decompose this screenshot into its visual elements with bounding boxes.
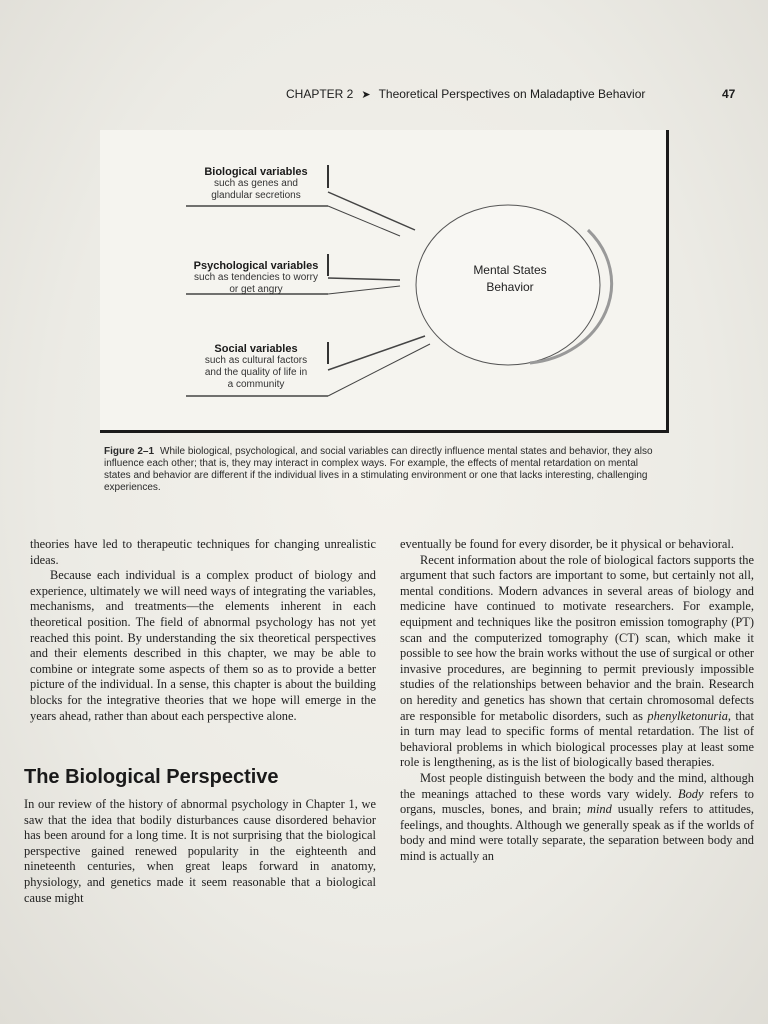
right-column <box>400 537 754 864</box>
paragraph: Because each individual is a complex product of biology and experience, ultimately we will need ways of integrating the variables, mechanisms, and treatments—the elements inherent in each theoretical position. The field of abnormal psychology has not yet reached this point. By understanding the six theoretical perspectives and their elements described in this chapter, we may be able to combine or integrate some aspects of them so as to provide a better picture of the individual. In a sense, this chapter is about the building blocks for the integrative theories that we hope will emerge in the years ahead, rather than about each perspective alone. <box>30 568 376 723</box>
emphasis: phenylketonuria <box>647 708 728 723</box>
text-run: Recent information about the role of biological factors supports the argument that such factors are important to some, but certainly not all, mental conditions. Modern advances in several areas of biology and medicine have continued to motivate researchers. For example, equipment and techniques like the positron emission tomography (PT) scan and the computerized tomography (CT) scan, which make it possible to see how the brain works without the use of surgical or other invasive procedures, are beginning to permit previously impossible studies of the relationships between behavior and the brain. Research on heredity and genetics has shown that certain chromosomal defects are responsible for metabolic disorders, such as <box>400 552 754 723</box>
emphasis: mind <box>587 802 612 817</box>
social-line-3: a community <box>227 379 285 390</box>
psychological-variables-title: Psychological variables <box>193 260 319 272</box>
biological-variables-box <box>188 166 324 202</box>
emphasis: Body <box>678 786 704 801</box>
social-variables-box <box>188 343 324 391</box>
psychological-line-1: such as tendencies to worry <box>194 272 318 283</box>
page-number: 47 <box>722 87 736 101</box>
figure-label: Figure 2–1 <box>104 446 155 457</box>
text-run: Most people distinguish between the body and the mind, although the meanings attached to these words vary widely. <box>400 770 754 801</box>
chapter-label: CHAPTER 2 <box>286 87 354 101</box>
mental-states-behavior <box>446 262 574 296</box>
paragraph <box>400 771 754 865</box>
paragraph: In our review of the history of abnormal psychology in Chapter 1, we saw that the idea that bodily disturbances cause disordered behavior has been around for a long time. It is not surprising that the biological perspective gained renewed popularity in the eighteenth and nineteenth centuries, when great leaps forward in anatomy, physiology, and genetics made it seem reasonable that a biological cause might <box>24 797 376 905</box>
chapter-title: Theoretical Perspectives on Maladaptive Behavior <box>378 87 646 101</box>
figure-2-1 <box>100 130 669 433</box>
social-line-2: and the quality of life in <box>204 367 308 378</box>
psychological-line-2: or get angry <box>229 284 283 295</box>
text-run: , that in turn may lead to specific forms of mental retardation. The list of behavioral problems in which biological processes play at least some role is lengthening, as is the list of biologically based therapies. <box>400 708 754 770</box>
mental-states-label: Mental States <box>473 263 547 277</box>
biological-line-2: glandular secretions <box>211 190 301 201</box>
behavior-label: Behavior <box>486 280 534 294</box>
running-head <box>286 87 746 101</box>
biological-line-1: such as genes and <box>214 178 298 189</box>
social-line-1: such as cultural factors <box>204 355 308 366</box>
arrow-icon: ➤ <box>361 89 371 101</box>
figure-caption <box>104 446 664 494</box>
text-run: usually refers to attitudes, feelings, and thoughts. Although we generally speak as if the worlds of body and mind were totally separate, the separation between body and mind is actually an <box>400 802 754 863</box>
paragraph: theories have led to therapeutic techniques for changing unrealistic ideas. <box>30 537 376 567</box>
paragraph: eventually be found for every disorder, be it physical or behavioral. <box>400 537 734 551</box>
paragraph <box>400 553 754 771</box>
section-heading: The Biological Perspective <box>24 766 279 788</box>
biological-variables-title: Biological variables <box>204 166 308 178</box>
left-column-top <box>30 537 376 724</box>
caption-text: While biological, psychological, and social variables can directly influence mental states and behavior, they also influence each other; that is, they may interact in complex ways. For example, the effects of mental retardation on mental states and behavior are different if the individual lives in a stimulating environment or one that lacks interesting, challenging experiences. <box>104 446 653 493</box>
left-column-bottom <box>24 797 376 906</box>
social-variables-title: Social variables <box>214 343 298 355</box>
psychological-variables-box <box>184 260 328 296</box>
text-run: refers to organs, muscles, bones, and brain; <box>400 786 754 817</box>
